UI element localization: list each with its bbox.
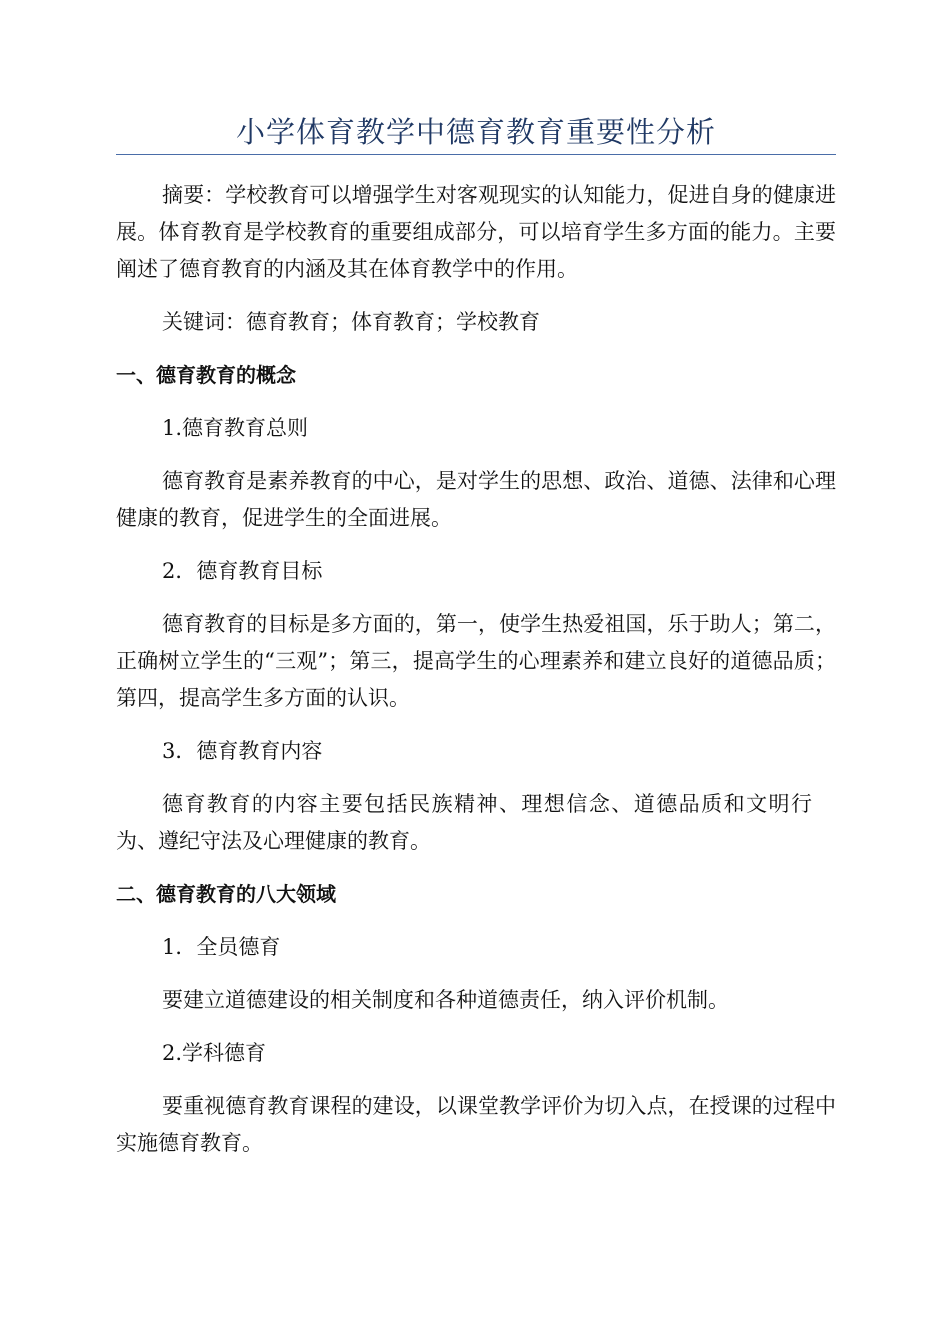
subsection-title-2-1: 1．全员德育 <box>162 935 281 959</box>
section-heading-1: 一、德育教育的概念 <box>116 363 296 387</box>
subsection-title-1-2: 2．德育教育目标 <box>162 559 323 583</box>
subsection-title-1-1: 1.德育教育总则 <box>162 416 309 440</box>
subsection-text-1-3: 德育教育的内容主要包括民族精神、理想信念、道德品质和文明行为、遵纪守法及心理健康的教育。 <box>116 792 812 853</box>
subsection-text-2-1: 要建立道德建设的相关制度和各种道德责任，纳入评价机制。 <box>162 988 729 1012</box>
document-body <box>116 177 836 1162</box>
subsection-title-2-2: 2.学科德育 <box>162 1041 267 1065</box>
abstract-paragraph: 摘要：学校教育可以增强学生对客观现实的认知能力，促进自身的健康进展。体育教育是学校教育的重要组成部分，可以培育学生多方面的能力。主要阐述了德育教育的内涵及其在体育教学中的作用。 <box>116 183 836 281</box>
document-page <box>116 112 836 1178</box>
section-heading-2: 二、德育教育的八大领域 <box>116 882 336 906</box>
document-title: 小学体育教学中德育教育重要性分析 <box>116 112 836 155</box>
subsection-text-1-1: 德育教育是素养教育的中心，是对学生的思想、政治、道德、法律和心理健康的教育，促进学生的全面进展。 <box>116 469 836 530</box>
subsection-text-1-2: 德育教育的目标是多方面的，第一，使学生热爱祖国，乐于助人；第二，正确树立学生的“三观”；第三，提高学生的心理素养和建立良好的道德品质；第四，提高学生多方面的认识。 <box>116 612 836 710</box>
keywords-paragraph: 关键词：德育教育；体育教育；学校教育 <box>162 310 540 334</box>
subsection-title-1-3: 3．德育教育内容 <box>162 739 323 763</box>
subsection-text-2-2: 要重视德育教育课程的建设，以课堂教学评价为切入点，在授课的过程中实施德育教育。 <box>116 1094 836 1155</box>
